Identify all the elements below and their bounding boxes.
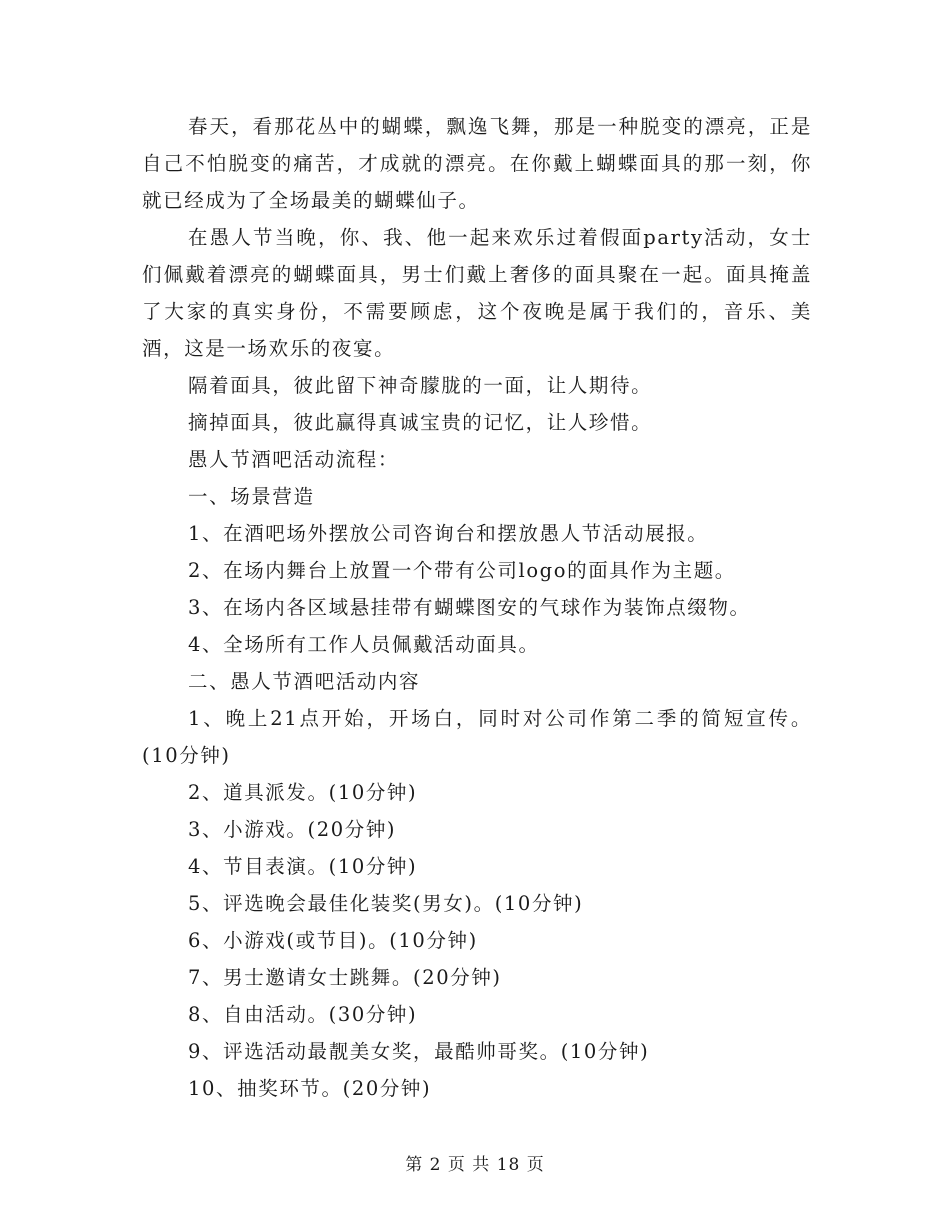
list-item-scene-4: 4、全场所有工作人员佩戴活动面具。 xyxy=(188,633,540,656)
list-item-content-10: 10、抽奖环节。(20分钟) xyxy=(188,1077,432,1100)
section-heading-process: 愚人节酒吧活动流程： xyxy=(188,448,400,471)
list-item-content-9: 9、评选活动最靓美女奖，最酷帅哥奖。(10分钟) xyxy=(188,1040,650,1063)
list-item-scene-2: 2、在场内舞台上放置一个带有公司logo的面具作为主题。 xyxy=(188,559,736,582)
section-heading-content: 二、愚人节酒吧活动内容 xyxy=(188,670,421,693)
page-footer xyxy=(0,1153,950,1177)
list-item-content-8: 8、自由活动。(30分钟) xyxy=(188,1003,418,1026)
list-item-content-6: 6、小游戏(或节目)。(10分钟) xyxy=(188,929,478,952)
list-item-content-5: 5、评选晚会最佳化装奖(男女)。(10分钟) xyxy=(188,892,584,915)
list-item-content-1: 1、晚上21点开始，开场白，同时对公司作第二季的简短宣传。(10分钟) xyxy=(142,707,812,767)
list-item-scene-1: 1、在酒吧场外摆放公司咨询台和摆放愚人节活动展报。 xyxy=(188,522,709,545)
list-item-content-4: 4、节目表演。(10分钟) xyxy=(188,855,418,878)
list-item-content-7: 7、男士邀请女士跳舞。(20分钟) xyxy=(188,966,502,989)
list-item-content-2: 2、道具派发。(10分钟) xyxy=(188,781,418,804)
paragraph-mask-off: 摘掉面具，彼此赢得真诚宝贵的记忆，让人珍惜。 xyxy=(188,411,653,434)
list-item-scene-3: 3、在场内各区域悬挂带有蝴蝶图安的气球作为装饰点缀物。 xyxy=(188,596,751,619)
paragraph-mask-on: 隔着面具，彼此留下神奇朦胧的一面，让人期待。 xyxy=(188,374,653,397)
paragraph-party-description: 在愚人节当晚，你、我、他一起来欢乐过着假面party活动，女士们佩戴着漂亮的蝴蝶面具，男士们戴上奢侈的面具聚在一起。面具掩盖了大家的真实身份，不需要顾虑，这个夜晚是属于我们的，音乐、美酒，这是一场欢乐的夜宴。 xyxy=(142,226,812,360)
section-heading-scene: 一、场景营造 xyxy=(188,485,315,508)
document-body xyxy=(142,108,812,1107)
page-number-label: 第 2 页 共 18 页 xyxy=(405,1155,545,1175)
list-item-content-3: 3、小游戏。(20分钟) xyxy=(188,818,397,841)
paragraph-butterfly-intro: 春天，看那花丛中的蝴蝶，飘逸飞舞，那是一种脱变的漂亮，正是自己不怕脱变的痛苦，才成就的漂亮。在你戴上蝴蝶面具的那一刻，你就已经成为了全场最美的蝴蝶仙子。 xyxy=(142,115,812,212)
